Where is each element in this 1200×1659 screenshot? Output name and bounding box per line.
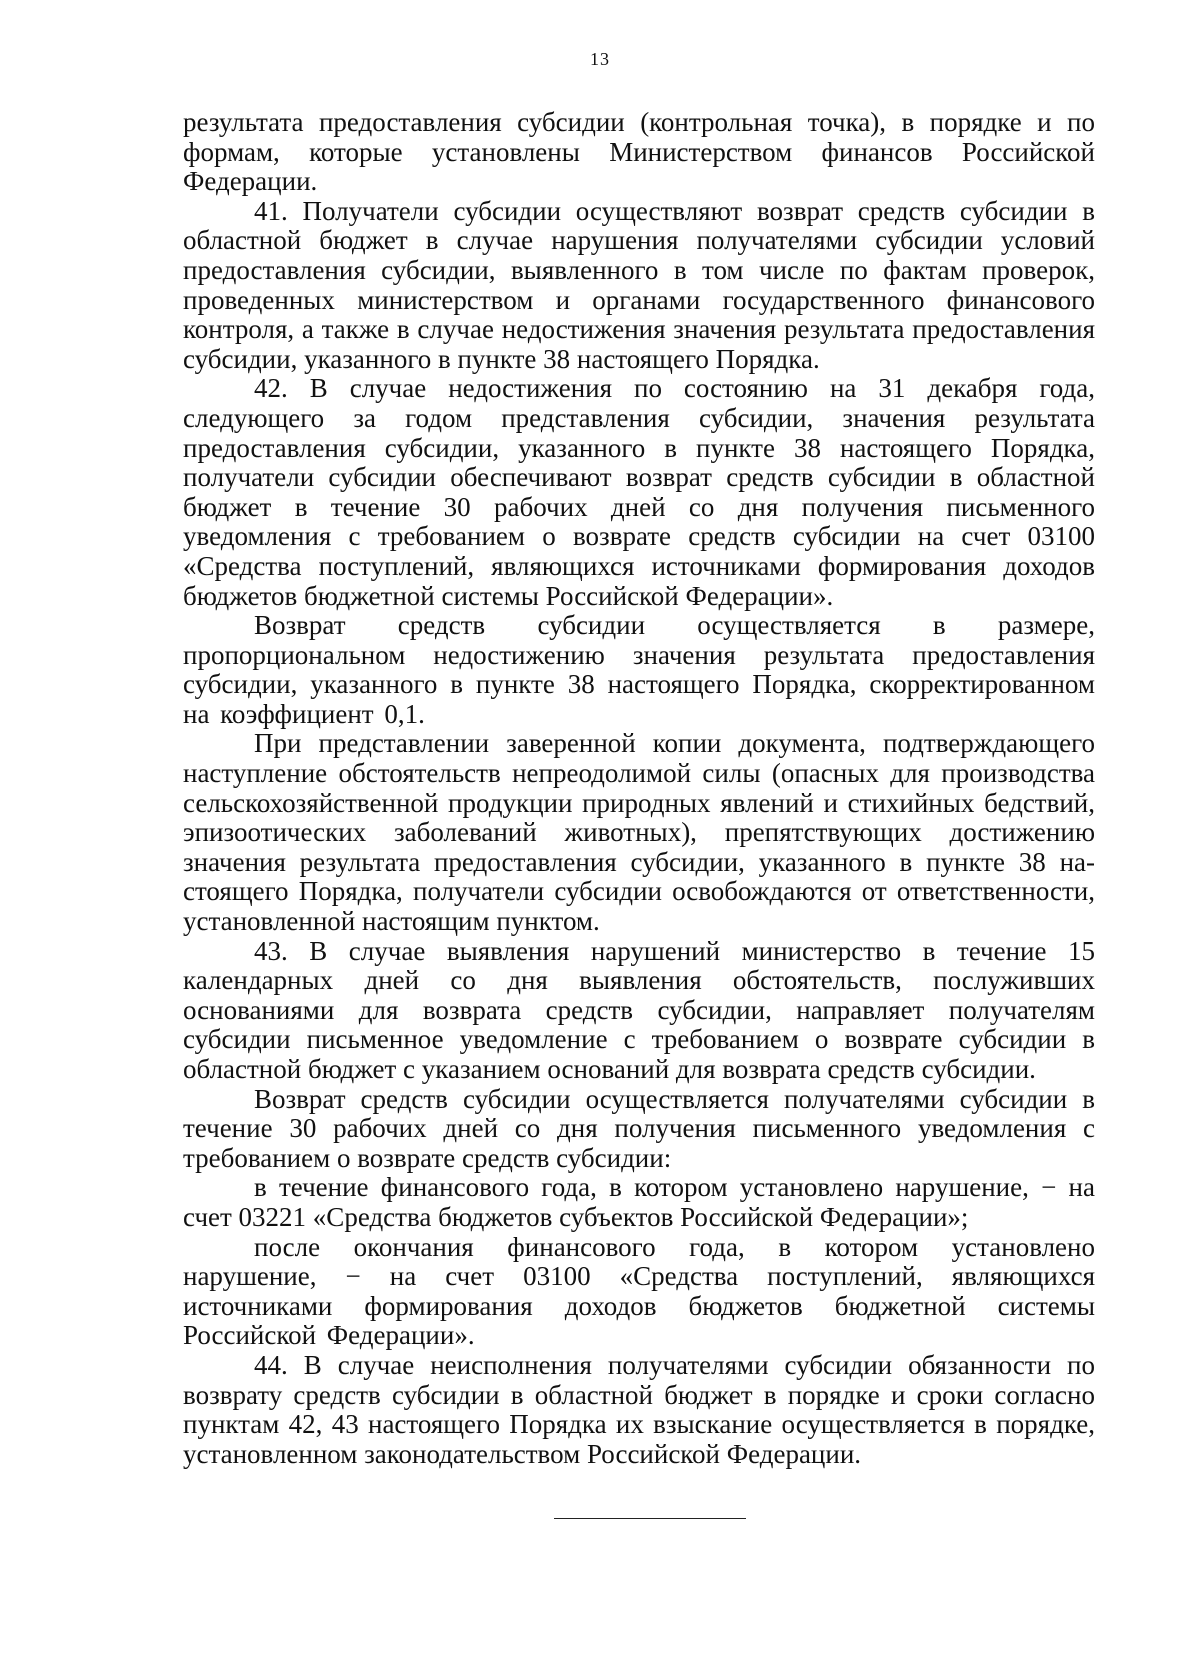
paragraph-continuation: результата предоставления субсидии (контрольная точка), в порядке и по формам, которые установлены Министерством финансов Российской Федерации. [183,107,1095,197]
paragraph-clause-44: 44. В случае неисполнения получателями субсидии обязанности по возврату средств субсидии в областной бюджет в порядке и сроки согласно пунктам 42, 43 настоящего Порядка их взыскание осуществляется в порядке, установленном законодательством Российской Федерации. [183,1349,1095,1469]
paragraph-current-year-account: в течение финансового года, в котором установлено нарушение, − на счет 03221 «Средства бюджетов субъектов Российской Федерации»; [183,1172,1095,1232]
paragraph-refund-amount: Возврат средств субсидии осуществляется в размере, пропорциональном недостижению значения результата предоставления субсидии, указанного в пункте 38 настоящего Порядка, скорректированном на коэффициент 0,1. [183,610,1095,729]
paragraph-clause-43: 43. В случае выявления нарушений министерство в течение 15 календарных дней со дня выявления обстоятельств, послуживших основаниями для возврата средств субсидии, направляет получателям субсидии письменное уведомление с требованием о возврате субсидии в областной бюджет с указанием оснований для возврата средств субсидии. [183,935,1095,1084]
paragraph-refund-deadline: Возврат средств субсидии осуществляется получателями субсидии в течение 30 рабочих дней со дня получения письменного уведомления с требованием о возврате средств субсидии: [183,1083,1095,1173]
paragraph-after-year-account: после окончания финансового года, в котором установлено нарушение, − на счет 03100 «Средства поступлений, являющихся источниками формирования доходов бюджетов бюджетной системы Российской Федерации». [183,1231,1095,1351]
page-number: 13 [590,49,610,69]
paragraph-clause-41: 41. Получатели субсидии осуществляют возврат средств субсидии в областной бюджет в случае нарушения получателями субсидии условий предоставления субсидии, выявленного в том числе по фактам проверок, проведенных министерством и органами государственного финансового контроля, а также в случае недостижения значения результата предоставления субсидии, указанного в пункте 38 настоящего Порядка. [183,195,1095,374]
end-of-document-rule [554,1518,746,1519]
paragraph-force-majeure: При представлении заверенной копии документа, подтверждающего наступление обстоятельств непреодолимой силы (опасных для производства сельскохозяйственной продукции природных явлений и стихийных бедствий, эпизоотических заболеваний животных), препятствующих достижению значения результата предоставления субсидии, указанного в пункте 38 на-стоящего Порядка, получатели субсидии освобождаются от ответственности, установленной настоящим пунктом. [183,728,1095,937]
document-body [183,108,1095,1469]
paragraph-clause-42: 42. В случае недостижения по состоянию на 31 декабря года, следующего за годом представления субсидии, значения результата предоставления субсидии, указанного в пункте 38 настоящего Порядка, получатели субсидии обеспечивают возврат средств субсидии в областной бюджет в течение 30 рабочих дней со дня получения письменного уведомления с требованием о возврате средств субсидии на счет 03100 «Средства поступлений, являющихся источниками формирования доходов бюджетов бюджетной системы Российской Федерации». [183,373,1095,611]
